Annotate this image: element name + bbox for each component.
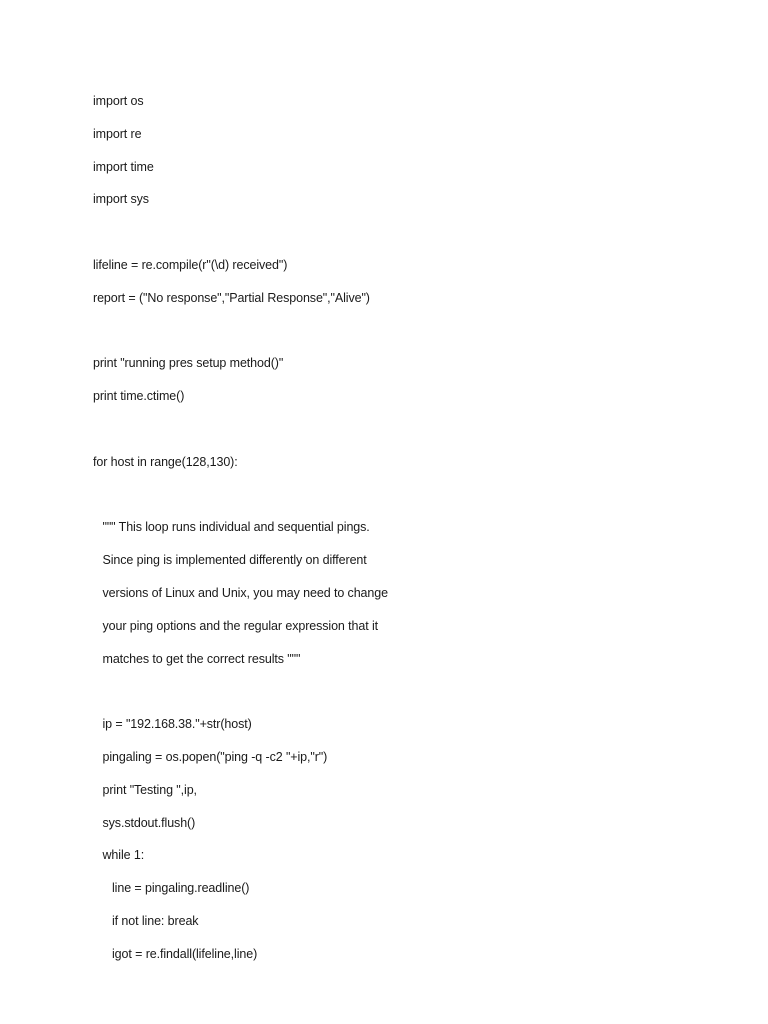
code-line: import sys: [93, 192, 149, 207]
code-line: igot = re.findall(lifeline,line): [112, 946, 258, 961]
code-line: """ This loop runs individual and sequential pings.: [102, 520, 370, 535]
code-line: lifeline = re.compile(r"(\d) received"): [93, 258, 288, 272]
code-line: pingaling = os.popen("ping -q -c2 "+ip,"r"): [102, 750, 328, 764]
code-line: versions of Linux and Unix, you may need to change: [102, 586, 388, 600]
code-line: print "Testing ",ip,: [102, 782, 197, 797]
code-line: import os: [93, 94, 144, 108]
code-line: sys.stdout.flush(): [102, 815, 196, 830]
code-line: print time.ctime(): [93, 389, 185, 404]
code-line: import re: [93, 126, 142, 141]
code-line: print "running pres setup method()": [93, 356, 284, 371]
code-line: if not line: break: [112, 914, 199, 928]
code-line: while 1:: [102, 848, 145, 863]
code-line: ip = "192.168.38."+str(host): [102, 717, 252, 732]
code-line: Since ping is implemented differently on different: [102, 553, 367, 568]
code-line: your ping options and the regular expression that it: [102, 618, 379, 633]
code-line: line = pingaling.readline(): [112, 881, 250, 896]
code-line: for host in range(128,130):: [93, 454, 238, 469]
code-line: matches to get the correct results """: [102, 651, 301, 666]
code-line: report = ("No response","Partial Response","Alive"): [93, 290, 370, 305]
code-line: import time: [93, 159, 154, 174]
